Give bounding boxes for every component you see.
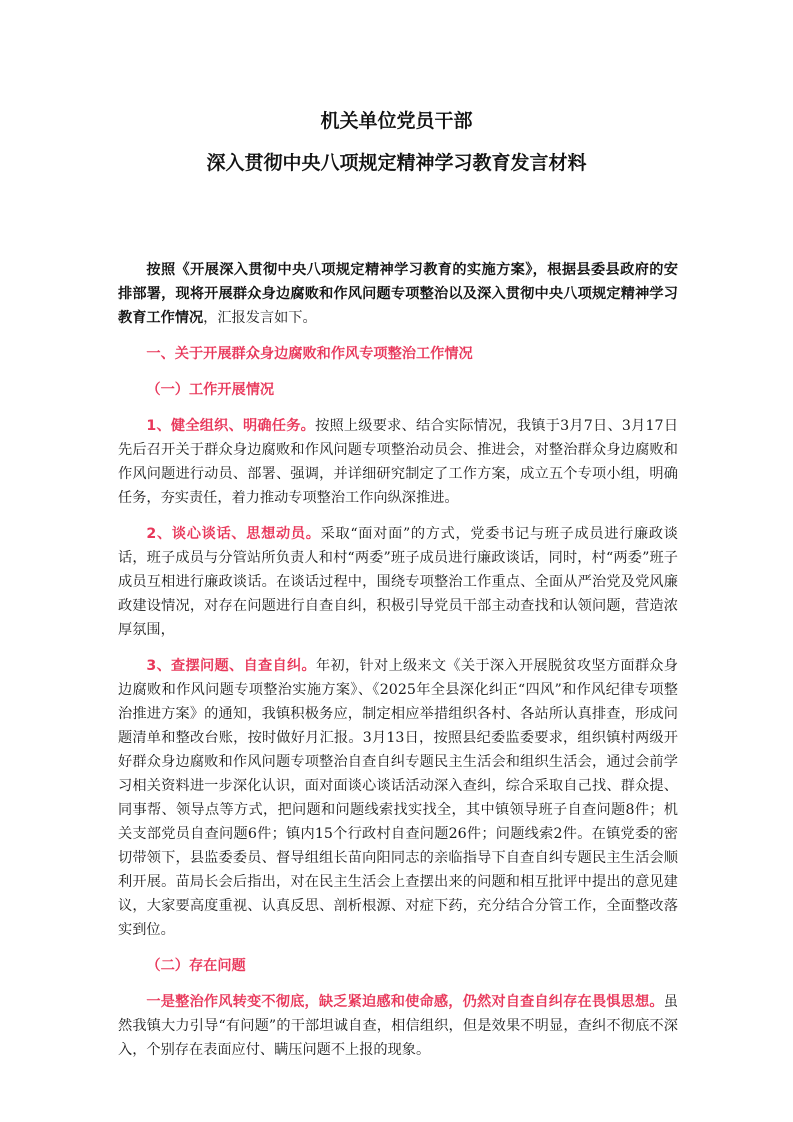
subsection-heading-1-text: （一）工作开展情况 [146,382,275,398]
item-2-lead: 2、谈心谈话、思想动员。 [146,526,321,542]
document-title-line-1: 机关单位党员干部 [320,110,473,132]
subsection-heading-2 [118,954,678,978]
problem-1-text: 虽然我镇大力引导“有问题”的干部坦诚自查，相信组织，但是效果不明显，查纠不彻底不深入，个别存在表面应付、瞒压问题不上报的现象。 [118,994,678,1058]
item-paragraph-3 [118,654,678,942]
subsection-heading-2-text: （二）存在问题 [146,958,246,974]
item-1-text: 按照上级要求、结合实际情况，我镇于3月7日、3月17日先后召开关于群众身边腐败和作风问题专项整治动员会、推进会，对整治群众身边腐败和作风问题进行动员、部署、强调，并详细研究制定了工作方案，成立五个专项小组，明确任务，夯实责任，着力推动专项整治工作向纵深推进。 [118,418,679,506]
item-3-lead: 3、查摆问题、自查自纠。 [146,658,316,674]
document-title-line-2: 深入贯彻中央八项规定精神学习教育发言材料 [206,152,587,174]
subsection-heading-1 [118,378,678,402]
item-paragraph-2 [118,522,678,642]
intro-paragraph [118,258,678,330]
problem-paragraph-1 [118,990,678,1062]
document-body [118,258,678,1074]
item-3-text: 年初，针对上级来文《关于深入开展脱贫攻坚方面群众身边腐败和作风问题专项整治实施方案》、《2025年全县深化纠正“四风”和作风纪律专项整治推进方案》的通知，我镇积极务应，制定相应举措组织各村、各站所认真排查，形成问题清单和整改台账，按时做好月汇报。3月13日，按照县纪委监委要求，组织镇村两级开好群众身边腐败和作风问题专项整治自查自纠专题民主生活会和组织生活会，通过会前学习相关资料进一步深化认识，面对面谈心谈话活动深入查纠，综合采取自己找、群众提、同事帮、领导点等方式，把问题和问题线索找实找全，其中镇领导班子自查问题8件；机关支部党员自查问题6件；镇内15个行政村自查问题26件；问题线索2件。在镇党委的密切带领下，县监委委员、督导组组长苗向阳同志的亲临指导下自查自纠专题民主生活会顺利开展。苗局长会后指出，对在民主生活会上查摆出来的问题和相互批评中提出的意见建议，大家要高度重视、认真反思、剖析根源、对症下药，充分结合分管工作，全面整改落实到位。 [118,658,678,938]
intro-rest-text: ，汇报发言如下。 [203,310,317,326]
intro-bold-text: 按照《开展深入贯彻中央八项规定精神学习教育的实施方案》，根据县委县政府的安排部署，现将开展群众身边腐败和作风问题专项整治以及深入贯彻中央八项规定精神学习教育工作情况 [118,262,678,326]
problem-1-lead: 一是整治作风转变不彻底，缺乏紧迫感和使命感，仍然对自查自纠存在畏惧思想。 [146,994,664,1010]
item-2-text: 采取“面对面”的方式，党委书记与班子成员进行廉政谈话，班子成员与分管站所负责人和村“两委”班子成员进行廉政谈话，同时，村“两委”班子成员互相进行廉政谈话。在谈话过程中，围绕专项整治工作重点、全面从严治党及党风廉政建设情况，对存在问题进行自查自纠，积极引导党员干部主动查找和认领问题，营造浓厚氛围， [118,526,678,638]
item-1-lead: 1、健全组织、明确任务。 [146,418,316,434]
item-paragraph-1 [118,414,678,510]
section-heading-1-text: 一、关于开展群众身边腐败和作风专项整治工作情况 [146,346,473,362]
section-heading-1 [118,342,678,366]
